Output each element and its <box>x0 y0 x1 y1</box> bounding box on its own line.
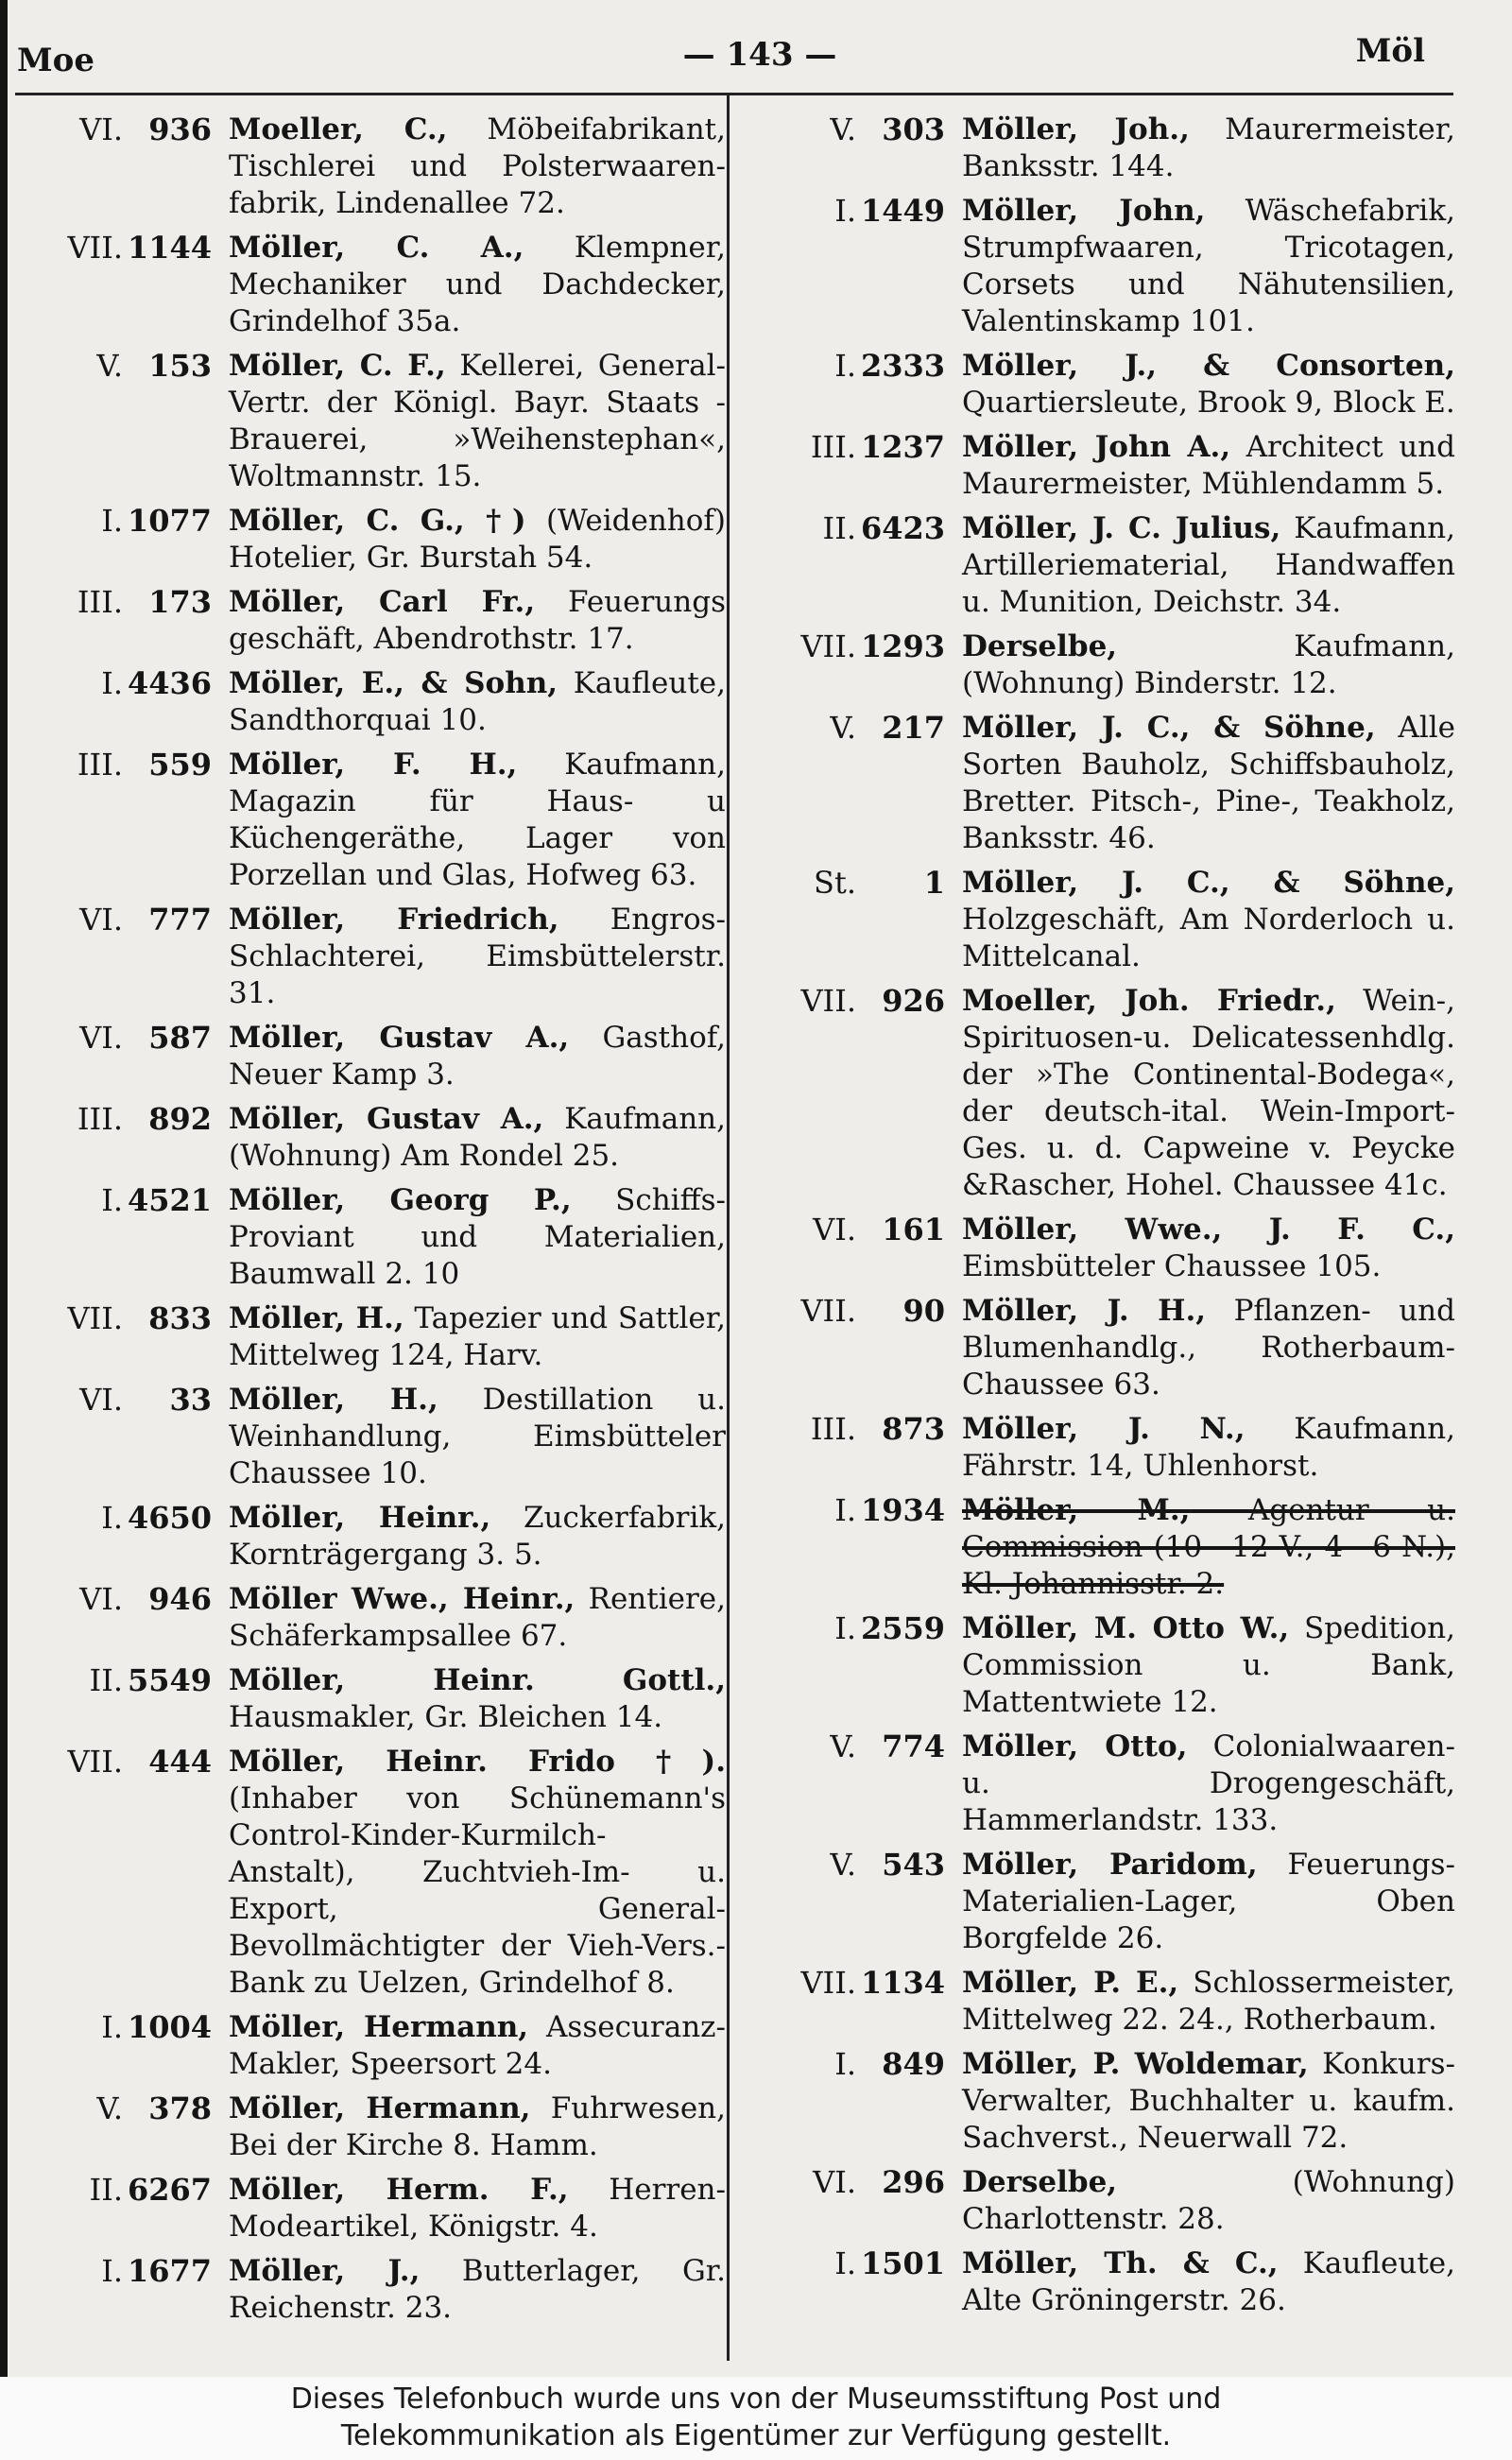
subscriber-name: Möller, C. F., <box>229 349 446 383</box>
exchange-code: I. <box>834 2245 856 2281</box>
phone-number: 1077 <box>127 503 212 539</box>
phone-number: 296 <box>882 2164 945 2200</box>
directory-entry <box>19 348 726 495</box>
phone-number: 4650 <box>127 1500 212 1536</box>
subscriber-name: Möller, Friedrich, <box>229 903 559 937</box>
phone-number: 5549 <box>127 1662 212 1698</box>
subscriber-name: Möller, Otto, <box>962 1729 1188 1763</box>
phone-number: 946 <box>148 1581 212 1617</box>
exchange-code: I. <box>101 665 123 701</box>
directory-entry <box>752 628 1455 702</box>
phone-number: 90 <box>902 1293 945 1329</box>
phone-number: 161 <box>882 1212 945 1247</box>
exchange-code: VII. <box>800 1965 856 2001</box>
exchange-code: VII. <box>800 628 856 664</box>
subscriber-name: Möller Wwe., Heinr., <box>229 1582 576 1616</box>
column-divider <box>727 95 730 2361</box>
subscriber-details: (Weidenhof) Hotelier, Gr. Burstah 54. <box>229 504 726 575</box>
phone-number: 873 <box>882 1411 945 1447</box>
subscriber-details: Colonialwaaren- u. Drogengeschäft, Hammerlandstr. 133. <box>962 1729 1455 1837</box>
directory-entry <box>752 983 1455 1204</box>
directory-entry <box>19 503 726 576</box>
directory-page <box>8 0 1512 2377</box>
subscriber-details: Alle Sorten Bauholz, Schiffsbauholz, Bretter. Pitsch-, Pine-, Teakholz, Banksstr. 46. <box>962 711 1455 855</box>
subscriber-details: Engros-Schlachterei, Eimsbüttelerstr. 31. <box>229 903 726 1010</box>
subscriber-name: Möller, J. C., & Söhne, <box>962 711 1376 745</box>
directory-entry <box>19 230 726 340</box>
phone-number: 6423 <box>860 510 945 546</box>
subscriber-name: Möller, Heinr. Gottl., <box>229 1663 726 1697</box>
exchange-code: III. <box>77 1101 123 1137</box>
subscriber-name: Möller, Th. & C., <box>962 2246 1279 2280</box>
subscriber-name: Möller, H., <box>229 1383 438 1417</box>
subscriber-details: Wein-, Spirituosen-u. Delicatessenhdlg. der »The Continental-Bodega«, der deutsch-ital. Wein-Import-Ges. u. d. Capweine v. Peycke &Rascher, Hohel. Chaussee 41c. <box>962 984 1455 1202</box>
directory-entry <box>19 2253 726 2327</box>
subscriber-name: Möller, E., & Sohn, <box>229 666 558 700</box>
directory-entry <box>752 112 1455 185</box>
directory-entry <box>19 1182 726 1293</box>
subscriber-name: Möller, Carl Fr., <box>229 585 536 619</box>
subscriber-details: Feuerungs geschäft, Abendrothstr. 17. <box>229 585 726 656</box>
subscriber-details: Gasthof, Neuer Kamp 3. <box>229 1021 726 1092</box>
entry-text <box>962 710 1455 857</box>
exchange-code: I. <box>101 2253 123 2289</box>
subscriber-name: Möller, C. G., †) <box>229 504 526 538</box>
exchange-code: VI. <box>79 1382 123 1418</box>
subscriber-details: Klempner, Mechaniker und Dachdecker, Grindelhof 35a. <box>229 231 727 338</box>
subscriber-details: Kaufmann, (Wohnung) Am Rondel 25. <box>229 1102 726 1173</box>
subscriber-details: Wäschefabrik, Strumpfwaaren, Tricotagen, Corsets und Nähutensilien, Valentinskamp 101. <box>962 194 1455 338</box>
directory-entry <box>19 1500 726 1574</box>
phone-number: 777 <box>148 902 212 938</box>
phone-number: 849 <box>882 2046 945 2082</box>
phone-number: 1237 <box>860 429 945 465</box>
subscriber-name: Möller, J., & Consorten, <box>962 349 1455 383</box>
directory-entry <box>19 1744 726 2002</box>
subscriber-name: Möller, John, <box>962 194 1206 228</box>
phone-number: 1004 <box>127 2009 212 2045</box>
directory-entry <box>752 865 1455 975</box>
left-column <box>19 112 726 2334</box>
entry-text <box>229 1744 726 2002</box>
entry-text <box>962 983 1455 1204</box>
footer-note <box>0 2377 1512 2460</box>
directory-entry <box>752 193 1455 340</box>
subscriber-details: Schlossermeister, Mittelweg 22. 24., Rotherbaum. <box>962 1966 1455 2037</box>
directory-entry <box>19 112 726 222</box>
entry-text <box>962 1212 1455 1285</box>
subscriber-name: Möller, Joh., <box>962 112 1190 146</box>
entry-text <box>229 1662 726 1736</box>
subscriber-name: Möller, Herm. F., <box>229 2173 569 2207</box>
exchange-code: I. <box>834 1610 856 1646</box>
exchange-code: II. <box>89 2172 123 2208</box>
entry-text <box>962 1293 1455 1403</box>
directory-entry <box>752 710 1455 857</box>
subscriber-name: Möller, P. E., <box>962 1966 1179 2000</box>
subscriber-name: Möller, Hermann, <box>229 2091 531 2125</box>
subscriber-details: Fuhrwesen, Bei der Kirche 8. Hamm. <box>229 2091 726 2162</box>
directory-entry <box>19 1581 726 1655</box>
exchange-code: V. <box>96 2090 123 2126</box>
subscriber-details: Kaufleute, Sandthorquai 10. <box>229 666 726 737</box>
directory-entry <box>19 584 726 658</box>
phone-number: 153 <box>148 348 212 384</box>
subscriber-name: Möller, F. H., <box>229 748 518 782</box>
exchange-code: I. <box>834 1492 856 1528</box>
page-number: — 143 — <box>682 36 837 74</box>
subscriber-details: Feuerungs-Materialien-Lager, Oben Borgfelde 26. <box>962 1848 1455 1955</box>
page-header <box>8 17 1512 77</box>
entry-text <box>229 1382 726 1492</box>
phone-number: 303 <box>882 112 945 147</box>
subscriber-details: Hausmakler, Gr. Bleichen 14. <box>229 1700 663 1734</box>
subscriber-details: Spedition, Commission u. Bank, Mattentwiete 12. <box>962 1611 1455 1719</box>
subscriber-details: Konkurs-Verwalter, Buchhalter u. kaufm. Sachverst., Neuerwall 72. <box>962 2047 1455 2155</box>
subscriber-details: Kellerei, General-Vertr. der Königl. Bayr. Staats - Brauerei, »Weihenstephan«, Woltmannstr. 15. <box>229 349 726 493</box>
subscriber-details: Tapezier und Sattler, Mittelweg 124, Harv. <box>229 1301 726 1372</box>
subscriber-details: Kaufleute, Alte Gröningerstr. 26. <box>962 2246 1455 2317</box>
footer-line-1: Dieses Telefonbuch wurde uns von der Museumsstiftung Post und <box>290 2383 1222 2416</box>
exchange-code: I. <box>101 1500 123 1536</box>
subscriber-details: Kaufmann, Artilleriematerial, Handwaffen u. Munition, Deichstr. 34. <box>962 511 1455 619</box>
entry-text <box>962 1965 1455 2039</box>
subscriber-details: Agentur u. Commission (10—12 V., 4—6 N.), Kl. Johannisstr. 2. <box>962 1493 1455 1601</box>
phone-number: 1677 <box>127 2253 212 2289</box>
entry-text <box>962 2164 1455 2238</box>
exchange-code: VII. <box>800 1293 856 1329</box>
entry-text <box>229 348 726 495</box>
exchange-code: V. <box>830 112 856 147</box>
phone-number: 1501 <box>860 2245 945 2281</box>
exchange-code: V. <box>830 1729 856 1764</box>
entry-text <box>229 665 726 739</box>
subscriber-name: Moeller, C., <box>229 112 448 146</box>
header-rule <box>15 93 1453 95</box>
entry-text <box>229 1581 726 1655</box>
exchange-code: I. <box>834 348 856 384</box>
subscriber-name: Möller, Heinr. Frido †). <box>229 1745 726 1779</box>
phone-number: 1 <box>923 865 945 901</box>
subscriber-details: Maurermeister, Banksstr. 144. <box>962 112 1455 183</box>
subscriber-details: Pflanzen- und Blumenhandlg., Rotherbaum-Chaussee 63. <box>962 1294 1455 1402</box>
exchange-code: V. <box>96 348 123 384</box>
entry-text <box>229 1500 726 1574</box>
entry-text <box>229 1020 726 1093</box>
subscriber-name: Möller, M., <box>962 1493 1191 1527</box>
entry-text <box>229 747 726 894</box>
entry-text <box>962 1610 1455 1721</box>
subscriber-name: Möller, J. C. Julius, <box>962 511 1281 545</box>
entry-text <box>962 112 1455 185</box>
exchange-code: II. <box>89 1662 123 1698</box>
subscriber-details: Butterlager, Gr. Reichenstr. 23. <box>229 2254 726 2325</box>
subscriber-details: Quartiersleute, Brook 9, Block E. <box>962 386 1455 420</box>
exchange-code: III. <box>77 584 123 620</box>
subscriber-name: Möller, J. N., <box>962 1412 1246 1446</box>
exchange-code: III. <box>810 429 856 465</box>
phone-number: 774 <box>882 1729 945 1764</box>
directory-entry <box>19 1662 726 1736</box>
exchange-code: St. <box>814 865 856 901</box>
directory-entry <box>752 1492 1455 1603</box>
header-right-keyword: Möl <box>1355 32 1425 70</box>
entry-text <box>229 230 726 340</box>
subscriber-details: (Wohnung) Charlottenstr. 28. <box>962 2165 1455 2236</box>
entry-text <box>229 112 726 222</box>
phone-number: 33 <box>169 1382 212 1418</box>
directory-entry <box>752 1729 1455 1839</box>
subscriber-name: Möller, J., <box>229 2254 421 2288</box>
subscriber-name: Möller, J. H., <box>962 1294 1207 1328</box>
phone-number: 1449 <box>860 193 945 229</box>
subscriber-details: Architect und Maurermeister, Mühlendamm 5. <box>962 430 1455 501</box>
subscriber-details: Eimsbütteler Chaussee 105. <box>962 1249 1382 1283</box>
directory-entry <box>19 747 726 894</box>
exchange-code: II. <box>822 510 856 546</box>
phone-number: 833 <box>148 1300 212 1336</box>
directory-entry <box>19 665 726 739</box>
entry-text <box>962 865 1455 975</box>
subscriber-details: Kaufmann, Fährstr. 14, Uhlenhorst. <box>962 1412 1455 1483</box>
entry-text <box>962 628 1455 702</box>
entry-text <box>229 2172 726 2245</box>
phone-number: 559 <box>148 747 212 783</box>
entry-text <box>229 902 726 1012</box>
subscriber-details: Rentiere, Schäferkampsallee 67. <box>229 1582 726 1653</box>
subscriber-name: Möller, H., <box>229 1301 404 1335</box>
subscriber-details: Möbeifabrikant, Tischlerei und Polsterwaaren-fabrik, Lindenallee 72. <box>229 112 726 220</box>
entry-text <box>962 1847 1455 1957</box>
exchange-code: VI. <box>813 1212 856 1247</box>
exchange-code: VI. <box>79 1581 123 1617</box>
subscriber-name: Möller, Gustav A., <box>229 1102 544 1136</box>
directory-entry <box>19 2090 726 2164</box>
entry-text <box>962 510 1455 621</box>
entry-text <box>962 1411 1455 1485</box>
exchange-code: I. <box>834 2046 856 2082</box>
phone-number: 1293 <box>860 628 945 664</box>
directory-entry <box>19 1101 726 1175</box>
phone-number: 892 <box>148 1101 212 1137</box>
directory-entry <box>752 1847 1455 1957</box>
subscriber-name: Möller, C. A., <box>229 231 524 265</box>
exchange-code: I. <box>834 193 856 229</box>
header-left-keyword: Moe <box>17 42 94 79</box>
exchange-code: III. <box>810 1411 856 1447</box>
entry-text <box>229 2090 726 2164</box>
entry-text <box>962 2245 1455 2319</box>
subscriber-name: Möller, M. Otto W., <box>962 1611 1290 1645</box>
phone-number: 378 <box>148 2090 212 2126</box>
directory-entry <box>19 2009 726 2083</box>
subscriber-details: Kaufmann, Magazin für Haus- u Küchengeräthe, Lager von Porzellan und Glas, Hofweg 63. <box>229 748 726 892</box>
exchange-code: V. <box>830 710 856 746</box>
phone-number: 1144 <box>127 230 212 266</box>
subscriber-name: Möller, P. Woldemar, <box>962 2047 1309 2081</box>
exchange-code: VII. <box>67 1300 123 1336</box>
subscriber-name: Möller, J. C., & Söhne, <box>962 866 1455 900</box>
entry-text <box>229 2253 726 2327</box>
entry-text <box>229 503 726 576</box>
directory-entry <box>752 1212 1455 1285</box>
subscriber-details: Assecuranz-Makler, Speersort 24. <box>229 2010 726 2081</box>
entry-text <box>962 1492 1455 1603</box>
subscriber-details: Kaufmann, (Wohnung) Binderstr. 12. <box>962 629 1455 700</box>
entry-text <box>229 1300 726 1374</box>
exchange-code: I. <box>101 503 123 539</box>
directory-entry <box>752 1610 1455 1721</box>
subscriber-name: Derselbe, <box>962 2165 1118 2199</box>
phone-number: 444 <box>148 1744 212 1780</box>
right-column <box>752 112 1455 2327</box>
phone-number: 2333 <box>860 348 945 384</box>
directory-entry <box>752 2046 1455 2157</box>
entry-text <box>229 584 726 658</box>
phone-number: 543 <box>882 1847 945 1883</box>
directory-entry <box>19 1382 726 1492</box>
exchange-code: V. <box>830 1847 856 1883</box>
directory-entry <box>752 2245 1455 2319</box>
exchange-code: I. <box>101 1182 123 1218</box>
phone-number: 1134 <box>860 1965 945 2001</box>
phone-number: 2559 <box>860 1610 945 1646</box>
directory-entry <box>19 902 726 1012</box>
subscriber-details: Zuckerfabrik, Kornträgergang 3. 5. <box>229 1501 726 1572</box>
entry-text <box>962 348 1455 421</box>
subscriber-name: Möller, Gustav A., <box>229 1021 570 1055</box>
subscriber-name: Möller, Hermann, <box>229 2010 529 2044</box>
directory-entry <box>19 2172 726 2245</box>
subscriber-name: Möller, Paridom, <box>962 1848 1258 1882</box>
directory-entry <box>752 510 1455 621</box>
phone-number: 4521 <box>127 1182 212 1218</box>
directory-entry <box>752 1293 1455 1403</box>
phone-number: 936 <box>148 112 212 147</box>
exchange-code: VII. <box>67 1744 123 1780</box>
entry-text <box>229 1101 726 1175</box>
footer-line-2: Telekommunikation als Eigentümer zur Verfügung gestellt. <box>340 2419 1172 2452</box>
exchange-code: VI. <box>79 1020 123 1056</box>
phone-number: 217 <box>882 710 945 746</box>
exchange-code: VII. <box>800 983 856 1019</box>
phone-number: 587 <box>148 1020 212 1056</box>
subscriber-name: Derselbe, <box>962 629 1118 663</box>
exchange-code: I. <box>101 2009 123 2045</box>
subscriber-details: Holzgeschäft, Am Norderloch u. Mittelcanal. <box>962 903 1455 973</box>
exchange-code: VI. <box>813 2164 856 2200</box>
subscriber-details: (Inhaber von Schünemann's Control-Kinder-Kurmilch-Anstalt), Zuchtvieh-Im- u. Export, General-Bevollmächtigter der Vieh-Vers.-Bank zu Uelzen, Grindelhof 8. <box>229 1781 726 2000</box>
subscriber-name: Moeller, Joh. Friedr., <box>962 984 1336 1018</box>
phone-number: 6267 <box>127 2172 212 2208</box>
directory-entry <box>752 429 1455 503</box>
exchange-code: VI. <box>79 902 123 938</box>
exchange-code: III. <box>77 747 123 783</box>
entry-text <box>962 2046 1455 2157</box>
subscriber-name: Möller, Heinr., <box>229 1501 491 1535</box>
phone-number: 4436 <box>127 665 212 701</box>
exchange-code: VI. <box>79 112 123 147</box>
phone-number: 1934 <box>860 1492 945 1528</box>
entry-text <box>229 1182 726 1293</box>
entry-text <box>962 193 1455 340</box>
phone-number: 173 <box>148 584 212 620</box>
subscriber-name: Möller, Wwe., J. F. C., <box>962 1213 1455 1247</box>
subscriber-details: Herren-Modeartikel, Königstr. 4. <box>229 2173 726 2244</box>
directory-entry <box>752 1965 1455 2039</box>
phone-number: 926 <box>882 983 945 1019</box>
directory-entry <box>752 2164 1455 2238</box>
directory-entry <box>752 1411 1455 1485</box>
exchange-code: VII. <box>67 230 123 266</box>
subscriber-name: Möller, John A., <box>962 430 1231 464</box>
entry-text <box>962 429 1455 503</box>
subscriber-name: Möller, Georg P., <box>229 1183 572 1217</box>
directory-entry <box>19 1020 726 1093</box>
directory-entry <box>752 348 1455 421</box>
subscriber-details: Schiffs-Proviant und Materialien, Baumwall 2. 10 <box>229 1183 726 1291</box>
subscriber-details: Destillation u. Weinhandlung, Eimsbütteler Chaussee 10. <box>229 1383 726 1490</box>
entry-text <box>229 2009 726 2083</box>
directory-entry <box>19 1300 726 1374</box>
entry-text <box>962 1729 1455 1839</box>
